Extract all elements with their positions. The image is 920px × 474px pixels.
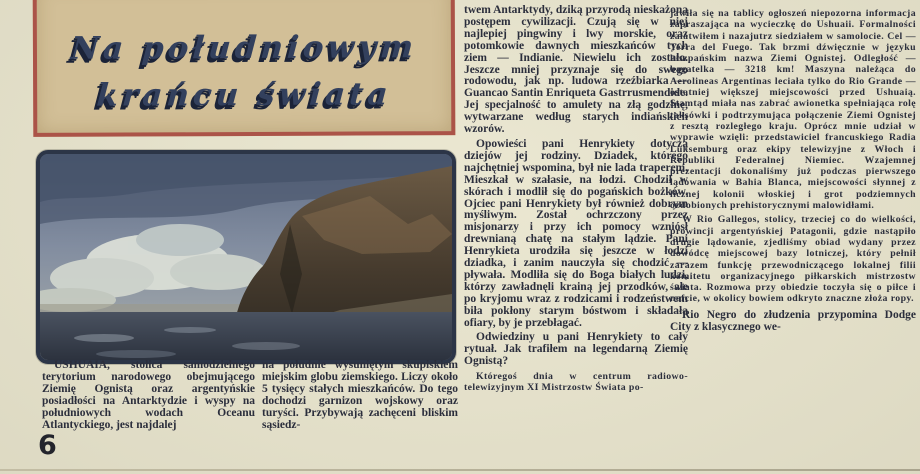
paragraph: twem Antarktydy, dziką przyrodą nieskażoną postępem cywilizacji. Czują się w niej najlepiej pingwiny i lwy morskie, oraz potomkowie dawnych mieszkańców tych ziem — Indianie. Niewielu ich zostało. Jeszcze mniej przyznaje się do swego rodowodu, jak np. ludowa rzeźbiarka — Guancao Santin Enriqueta Gastrrusmendide. Jej specjalność to amulety na złą godzinę, wytwarzane według starych indiańskich wzorów.	[464, 4, 688, 136]
article-title-line2: krańcu świata	[95, 76, 393, 114]
article-title-line1: Na południowym	[69, 29, 419, 67]
intro-paragraph-right: na południe wysuniętym skupiskiem miejskim globu ziemskiego. Liczy około 5 tysięcy stałych mieszkańców. Do tego dochodzi garnizon wojskowy oraz turyści. Przybywają zachęceni bliskim sąsiedz-	[262, 359, 458, 431]
right-column	[670, 8, 916, 337]
paragraph: Odwiedziny u pani Henrykiety to cały rytuał. Jak trafiłem na legendarną Ziemię Ognistą?	[464, 331, 688, 368]
paragraph: W Rio Gallegos, stolicy, trzeciej co do wielkości, prowincji argentyńskiej Patagonii, gdzie nastąpiło drugie lądowanie, zjedliśmy obiad wydany przez dowódcę miejscowej bazy lotniczej, który pełnił zarazem funkcję przewodniczącego lokalnej filii komitetu organizacyjnego piłkarskich mistrzostw świata. Rozmowa przy obiedzie toczyła się o piłce i nafcie, w okolicy bowiem odkryto znaczne złoża ropy.	[670, 214, 916, 305]
intro-column-left	[42, 360, 255, 434]
paragraph: jawiła się na tablicy ogłoszeń niepozorna informacja zapraszająca na wycieczkę do Ushuaii. Formalności załatwiłem i nazajutrz siedziałem w samolocie. Cel — Terra del Fuego. Tak brzmi dźwięcznie w języku hiszpańskim nazwa Ziemi Ognistej. Odległość — bagatelka — 3218 km! Maszyna należąca do Aerolineas Argentinas leciała tylko do Rio Grande — ostatniej większej miejscowości przed Ushuaią. Stamtąd miała nas zabrać awionetka spełniająca rolę taksówki i podtrzymująca połączenie Ziemi Ognistej z resztą rozległego kraju. Oprócz mnie udział w wyprawie wzięli: przedstawiciel francuskiego Radia Luksemburg oraz ekipy telewizyjne z Włoch i Republiki Federalnej Niemiec. Wzajemnej prezentacji dokonaliśmy już podczas pierwszego lądowania w Bahia Blanca, miejscowości słynnej z licznej kolonii włoskiej i grot podziemnych ozdobionych prehistorycznymi malowidłami.	[670, 8, 916, 212]
title-panel	[33, 0, 456, 137]
paragraph: Rio Negro do złudzenia przypomina Dodge City z klasycznego we-	[670, 308, 916, 333]
paragraph: Opowieści pani Henrykiety dotyczą dziejów jej rodziny. Dziadek, którego najchętniej wspomina, był nie lada traperem. Mieszkał w szałasie, na łodzi. Chodził w skórach i modlił się do pogańskich bożków. Ojciec pani Henrykiety był również dobrym myśliwym. Został ochrzczony przez misjonarzy i przy ich pomocy wzniósł drewnianą chatę na stałym lądzie. Pani Henrykieta urodziła się jeszcze w łodzi dziadka, i zanim nauczyła się chodzić — pływała. Modliła się do Boga białych ludzi, którzy zawładnęli krainą jej przodków, ale po kryjomu wraz z rodzicami i rodzeństwem biła pokłony starym bóstwom i składała ofiary, by je przebłagać.	[464, 137, 688, 329]
page-number: 6	[38, 430, 57, 461]
photo-illustration	[40, 154, 452, 360]
intro-paragraph-left: USHUAIA, stolica samodzielnego terytorium narodowego obejmującego Ziemię Ognistą oraz argentyńskie posiadłości na Antarktydzie i wyspy na południowych wodach Oceanu Atlantyckiego, jest najdalej	[42, 359, 255, 431]
photo-ushuaia-coast	[36, 150, 456, 364]
paragraph: Któregoś dnia w centrum radiowo-telewizyjnym XI Mistrzostw Świata po-	[464, 371, 688, 394]
middle-column	[464, 5, 688, 397]
intro-column-right	[262, 360, 458, 434]
page-bottom-divider	[0, 469, 920, 471]
